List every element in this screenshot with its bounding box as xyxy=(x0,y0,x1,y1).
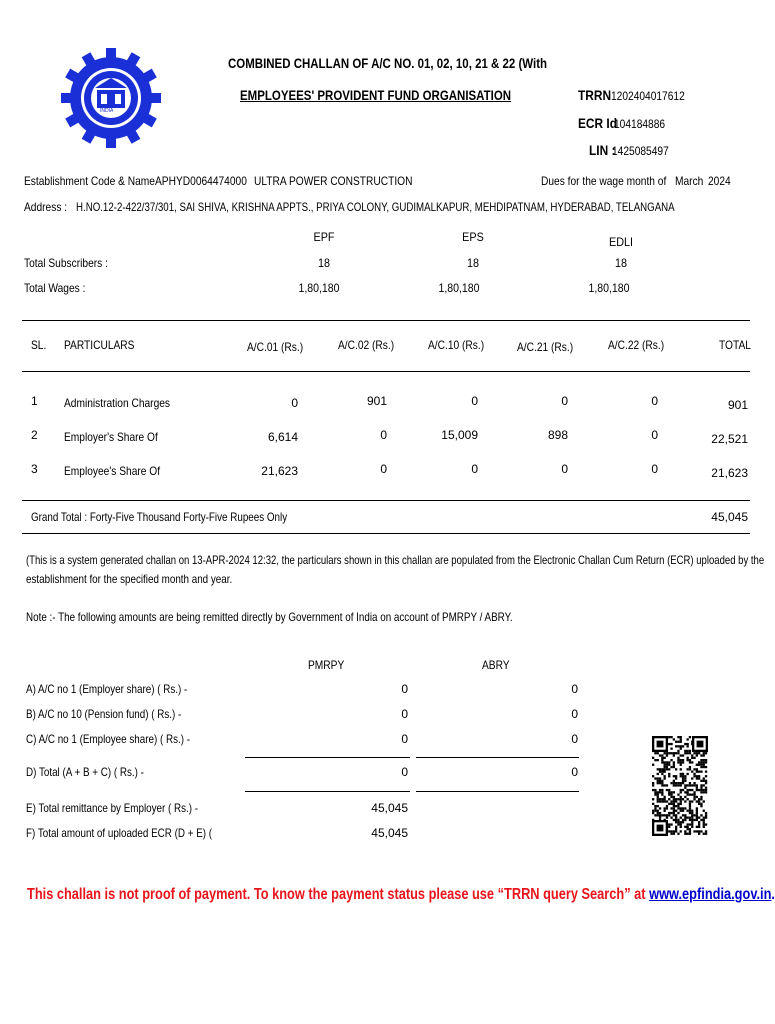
subscribers-eps: 18 xyxy=(466,256,480,270)
grand-total-value: 45,045 xyxy=(711,510,748,524)
wages-label: Total Wages : xyxy=(24,281,86,295)
payment-warning-text: This challan is not proof of payment. To know the payment status please use “TRRN query Search” at xyxy=(27,886,650,903)
row2-ac21: 898 xyxy=(547,428,568,442)
remit-rule-pmrpy-1 xyxy=(245,757,410,758)
payment-warning xyxy=(27,886,775,904)
address: H.NO.12-2-422/37/301, SAI SHIVA, KRISHNA APPTS., PRIYA COLONY, GUDIMALKAPUR, MEHDIPATNAM, HYDERABAD, TELANGANA xyxy=(76,200,675,214)
row3-ac01: 21,623 xyxy=(261,464,298,478)
th-total: TOTAL xyxy=(719,338,751,352)
subscribers-label: Total Subscribers : xyxy=(24,256,108,270)
th-ac21: A/C.21 (Rs.) xyxy=(517,340,574,354)
pmrpy-note: Note :- The following amounts are being remitted directly by Government of India on account of PMRPY / ABRY. xyxy=(26,610,513,624)
subscribers-edli: 18 xyxy=(614,256,628,270)
remit-d-abry: 0 xyxy=(571,765,578,779)
th-ac01: A/C.01 (Rs.) xyxy=(247,340,304,354)
row1-sl: 1 xyxy=(31,394,38,408)
remit-b-label: B) A/C no 10 (Pension fund) ( Rs.) - xyxy=(26,707,182,721)
wages-edli: 1,80,180 xyxy=(588,281,630,295)
th-particulars: PARTICULARS xyxy=(64,338,135,352)
system-note-line1: (This is a system generated challan on 13-APR-2024 12:32, the particulars shown in this challan are populated from the Electronic Challan Cum Return (ECR) uploaded by the xyxy=(26,553,765,567)
row3-particular: Employee's Share Of xyxy=(64,464,161,478)
dues-year: 2024 xyxy=(708,174,731,188)
remit-a-abry: 0 xyxy=(571,682,578,696)
th-ac22: A/C.22 (Rs.) xyxy=(608,338,665,352)
row3-ac22: 0 xyxy=(651,462,658,476)
qr-code xyxy=(652,736,708,836)
remit-rule-pmrpy-2 xyxy=(245,791,410,792)
row2-sl: 2 xyxy=(31,428,38,442)
epfindia-link[interactable]: www.epfindia.gov.in xyxy=(649,886,772,903)
row1-ac21: 0 xyxy=(561,394,568,408)
establishment-code: APHYD0064474000 xyxy=(155,174,247,188)
wages-eps: 1,80,180 xyxy=(438,281,480,295)
remit-e-label: E) Total remittance by Employer ( Rs.) - xyxy=(26,801,199,815)
row3-ac02: 0 xyxy=(380,462,387,476)
establishment-name: ULTRA POWER CONSTRUCTION xyxy=(254,174,413,188)
summary-header-eps: EPS xyxy=(462,230,484,244)
remit-c-label: C) A/C no 1 (Employee share) ( Rs.) - xyxy=(26,732,191,746)
row1-ac10: 0 xyxy=(471,394,478,408)
row1-particular: Administration Charges xyxy=(64,396,171,410)
remit-e-value: 45,045 xyxy=(371,801,408,815)
ecr-value: 104184886 xyxy=(614,117,666,131)
establishment-code-label: Establishment Code & Name xyxy=(24,174,155,188)
th-ac10: A/C.10 (Rs.) xyxy=(428,338,485,352)
dues-label: Dues for the wage month of xyxy=(541,174,667,188)
row3-ac10: 0 xyxy=(471,462,478,476)
logo-text-india: INDIA xyxy=(100,108,114,114)
row3-total: 21,623 xyxy=(711,466,748,480)
wages-epf: 1,80,180 xyxy=(298,281,340,295)
remit-rule-abry-1 xyxy=(416,757,579,758)
col-abry: ABRY xyxy=(482,658,510,672)
subscribers-epf: 18 xyxy=(317,256,331,270)
remit-b-pmrpy: 0 xyxy=(401,707,408,721)
row1-ac02: 901 xyxy=(366,394,387,408)
row2-ac01: 6,614 xyxy=(267,430,298,444)
remit-c-abry: 0 xyxy=(571,732,578,746)
address-label: Address : xyxy=(24,200,68,214)
system-note-line2: establishment for the specified month and year. xyxy=(26,572,233,586)
summary-header-epf: EPF xyxy=(313,230,335,244)
row1-ac01: 0 xyxy=(291,396,298,410)
row2-ac10: 15,009 xyxy=(441,428,478,442)
col-pmrpy: PMRPY xyxy=(308,658,345,672)
remit-a-pmrpy: 0 xyxy=(401,682,408,696)
table-top-rule xyxy=(22,320,750,321)
trrn-label: TRRN xyxy=(578,87,612,103)
row3-ac21: 0 xyxy=(561,462,568,476)
epfo-logo xyxy=(66,40,156,156)
table-header-rule xyxy=(22,371,750,372)
payment-warning-period: . xyxy=(771,886,775,903)
row2-particular: Employer's Share Of xyxy=(64,430,158,444)
remit-c-pmrpy: 0 xyxy=(401,732,408,746)
lin-label: LIN : xyxy=(589,142,616,158)
grand-total-rule-top xyxy=(22,500,750,501)
remit-a-label: A) A/C no 1 (Employer share) ( Rs.) - xyxy=(26,682,188,696)
organisation-title: EMPLOYEES' PROVIDENT FUND ORGANISATION xyxy=(240,87,512,103)
lin-value: 1425085497 xyxy=(612,144,669,158)
ecr-label: ECR Id xyxy=(578,115,618,131)
row2-ac02: 0 xyxy=(380,428,387,442)
trrn-value: 1202404017612 xyxy=(611,89,685,103)
grand-total-label: Grand Total : Forty-Five Thousand Forty-Five Rupees Only xyxy=(31,510,288,524)
remit-b-abry: 0 xyxy=(571,707,578,721)
remit-f-value: 45,045 xyxy=(371,826,408,840)
remit-d-pmrpy: 0 xyxy=(401,765,408,779)
row1-total: 901 xyxy=(727,398,748,412)
remit-f-label: F) Total amount of uploaded ECR (D + E) ( xyxy=(26,826,213,840)
summary-header-edli: EDLI xyxy=(608,235,634,249)
row2-total: 22,521 xyxy=(711,432,748,446)
remit-rule-abry-2 xyxy=(416,791,579,792)
remit-d-label: D) Total (A + B + C) ( Rs.) - xyxy=(26,765,144,779)
row1-ac22: 0 xyxy=(651,394,658,408)
row3-sl: 3 xyxy=(31,462,38,476)
challan-title: COMBINED CHALLAN OF A/C NO. 01, 02, 10, 21 & 22 (With xyxy=(228,55,548,71)
th-sl: SL. xyxy=(31,338,47,352)
th-ac02: A/C.02 (Rs.) xyxy=(338,338,395,352)
grand-total-rule-bottom xyxy=(22,533,750,534)
row2-ac22: 0 xyxy=(651,428,658,442)
dues-month: March xyxy=(675,174,704,188)
